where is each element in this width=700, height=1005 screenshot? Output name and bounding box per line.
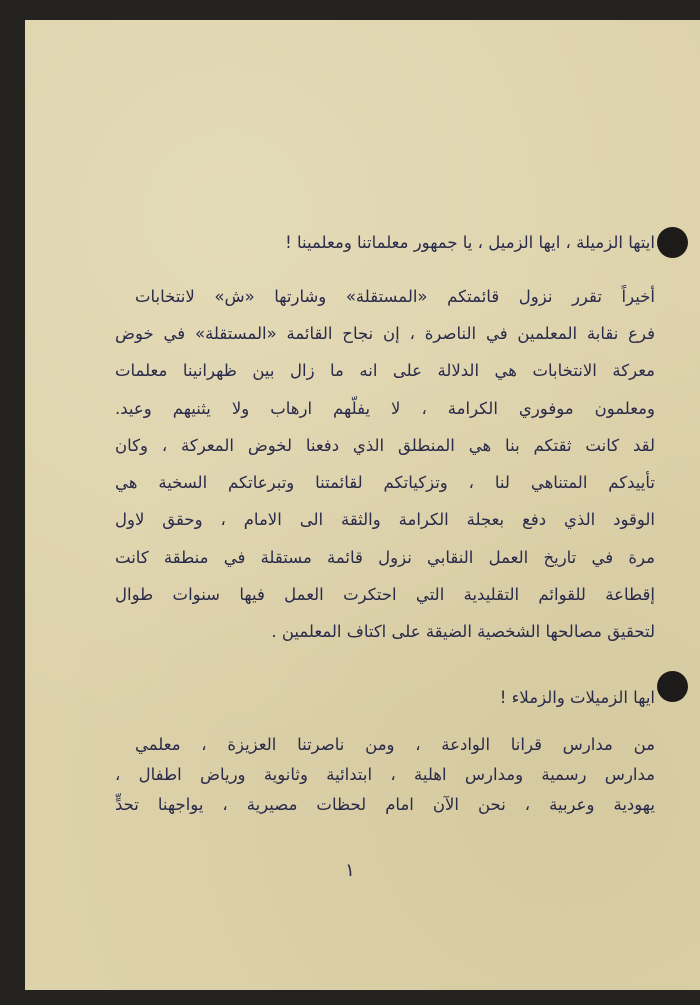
page-number: ١ (345, 860, 355, 881)
paragraph-line: لقد كانت ثقتكم بنا هي المنطلق الذي دفعنا لخوض المعركة ، وكان (115, 435, 655, 455)
paragraph-line: ومعلمون موفوري الكرامة ، لا يفلّهم ارهاب ولا يثنيهم وعيد. (115, 398, 655, 418)
paragraph-line: من مدارس قرانا الوادعة ، ومن ناصرتنا العزيزة ، معلمي (135, 735, 655, 754)
punch-hole-top (657, 227, 688, 258)
paragraph-line: يهودية وعربية ، نحن الآن امام لحظات مصيرية ، يواجهنا تحدٍّ (115, 795, 655, 814)
document-page (25, 20, 700, 990)
greeting-heading: ايتها الزميلة ، ايها الزميل ، يا جمهور معلماتنا ومعلمينا ! (285, 233, 655, 252)
paragraph-line: مدارس رسمية ومدارس اهلية ، ابتدائية وثانوية ورياض اطفال ، (115, 765, 655, 784)
paragraph-line: إقطاعة للقوائم التقليدية التي احتكرت العمل فيها سنوات طوال (115, 584, 655, 604)
greeting-heading: ايها الزميلات والزملاء ! (499, 688, 655, 707)
paragraph-line: لتحقيق مصالحها الشخصية الضيقة على اكتاف المعلمين . (271, 622, 655, 641)
punch-hole-bottom (657, 671, 688, 702)
paragraph-line: تأييدكم المتناهي لنا ، وتزكياتكم لقائمتنا وتبرعاتكم السخية هي (115, 473, 655, 493)
paragraph-line: فرع نقابة المعلمين في الناصرة ، إن نجاح القائمة «المستقلة» في خوض (115, 324, 655, 344)
paragraph-line: الوقود الذي دفع بعجلة الكرامة والثقة الى الامام ، وحقق لاول (115, 510, 655, 530)
paragraph-line: مرة في تاريخ العمل النقابي نزول قائمة مستقلة في منطقة كانت (115, 547, 655, 567)
paragraph-line: معركة الانتخابات هي الدلالة على انه ما زال بين ظهرانينا معلمات (115, 361, 655, 381)
paragraph-line: أخيراً تقرر نزول قائمتكم «المستقلة» وشارتها «ش» لانتخابات (135, 287, 655, 306)
